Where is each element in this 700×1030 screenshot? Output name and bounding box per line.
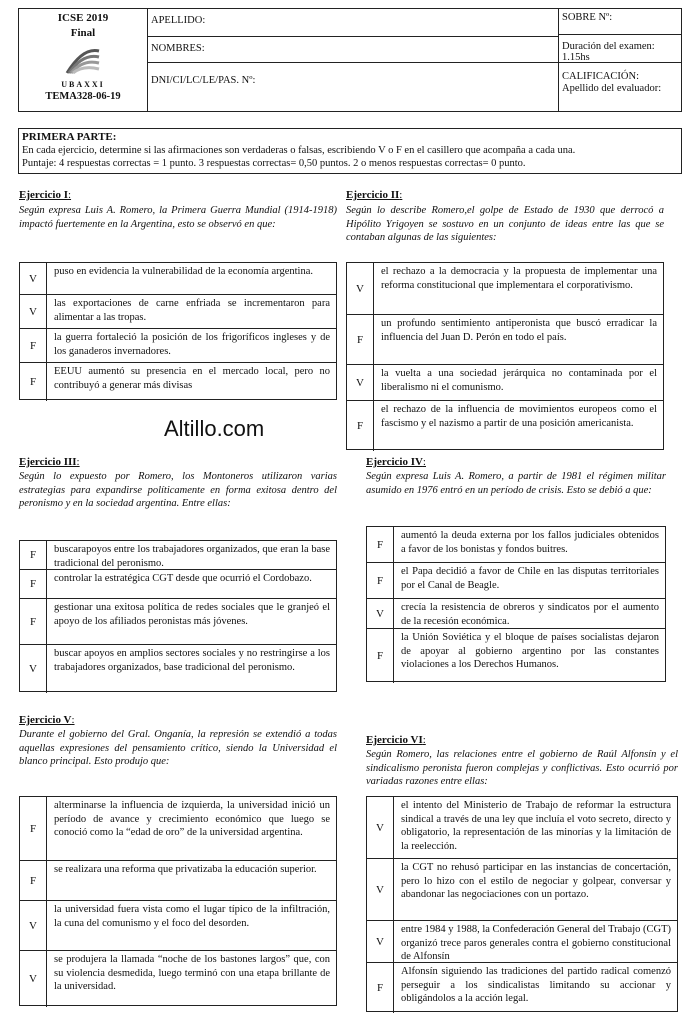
statement-text: Alfonsín siguiendo las tradiciones del partido radical comenzó perseguir a los sindicalistas limitando su accionar y obligándolos a la acción legal. (401, 966, 671, 1004)
table-row (20, 295, 336, 329)
answer-box[interactable]: F (367, 963, 394, 1013)
answer-box[interactable]: V (20, 645, 47, 693)
table-row (367, 629, 665, 683)
answer-box[interactable]: F (20, 363, 47, 401)
table-row (20, 329, 336, 363)
dni-field[interactable]: DNI/CI/LC/LE/PAS. Nº: (151, 75, 256, 86)
statement-text: se produjera la llamada “noche de los bastones largos” que, con su violencia desmedida, luego terminó con una etapa brillante de la universidad. (54, 954, 330, 992)
answer-box[interactable]: F (367, 527, 394, 562)
table-row (367, 527, 665, 563)
answer-box[interactable]: V (347, 365, 374, 400)
watermark: Altillo.com (164, 416, 265, 441)
evaluador-label: Apellido del evaluador: (562, 83, 662, 94)
table-row (367, 921, 677, 963)
statement-text: crecía la resistencia de obreros y sindicatos por el aumento de la recesión económica. (401, 602, 659, 627)
statement-text: la Unión Soviética y el bloque de países socialistas dejaron de apoyar al gobierno argentino por las constantes violaciones a los Derechos Humanos. (401, 632, 659, 670)
section-title: PRIMERA PARTE: (22, 131, 117, 143)
statement-text: alterminarse la influencia de izquierda, la universidad inició un período de avance y crecimiento económico que luego se conoció como la “edad de oro” de la universidad argentina. (54, 800, 330, 838)
calificacion-field[interactable] (558, 63, 681, 111)
exercise-question: Según expresa Luis A. Romero, la Primera Guerra Mundial (1914-1918) impactó fuertemente en la Argentina, esto se observó en que: (19, 205, 337, 230)
table-row (347, 315, 663, 365)
table-row (20, 797, 336, 861)
exercise-title: Ejercicio IV: (366, 456, 426, 468)
exercise-title: Ejercicio V: (19, 714, 75, 726)
table-row (20, 951, 336, 1007)
answer-box[interactable]: V (20, 901, 47, 950)
statement-text: EEUU aumentó su presencia en el mercado local, pero no contribuyó a generar más divisas (54, 366, 330, 391)
answer-box[interactable]: V (20, 951, 47, 1007)
answer-box[interactable]: V (20, 263, 47, 294)
statement-text: la guerra fortaleció la posición de los frigoríficos ingleses y de los ganaderos invernadores. (54, 332, 330, 357)
statement-text: gestionar una exitosa política de redes sociales que le granjeó el apoyo de los afiliados peronistas más jóvenes. (54, 602, 330, 627)
answer-table (19, 540, 337, 692)
table-row (367, 797, 677, 859)
statement-text: entre 1984 y 1988, la Confederación General del Trabajo (CGT) organizó trece paros generales contra el gobierno constitucional de Alfonsín (401, 924, 672, 962)
answer-box[interactable]: V (367, 797, 394, 858)
answer-table (366, 796, 678, 1012)
table-row (20, 363, 336, 401)
statement-text: se realizara una reforma que privatizaba la educación superior. (54, 864, 317, 875)
answer-box[interactable]: V (347, 263, 374, 314)
exercise-question: Durante el gobierno del Gral. Onganía, la represión se extendió a todas aquellas expresiones del pensamiento crítico, siendo la Universidad el blanco principal. Esto produjo que: (19, 729, 337, 767)
exercise-question: Según Romero, las relaciones entre el gobierno de Raúl Alfonsín y el sindicalismo peronista fueron complejas y conflictivas. Esto ocurrió por variadas razones entre ellas: (366, 749, 678, 787)
table-row (20, 645, 336, 693)
exam-type: Final (70, 27, 96, 39)
exercise-title: Ejercicio II: (346, 189, 403, 201)
answer-box[interactable]: F (20, 797, 47, 860)
statement-text: la CGT no rehusó participar en las instancias de concertación, pero lo hizo con el estilo de negociar y golpear, conversar y abandonar las negociaciones con un portazo. (401, 862, 671, 900)
statement-text: la universidad fuera vista como el lugar típico de la infiltración, la cuna del comunismo y el foco del desorden. (54, 904, 330, 929)
answer-table (19, 796, 337, 1006)
exercise-title: Ejercicio I: (19, 189, 72, 201)
institution-cell (19, 9, 148, 111)
answer-box[interactable]: F (347, 315, 374, 364)
calificacion-label: CALIFICACIÓN: (562, 71, 640, 82)
answer-box[interactable]: V (367, 859, 394, 920)
statement-text: la vuelta a una sociedad jerárquica no contaminada por el liberalismo ni el comunismo. (381, 368, 657, 393)
table-row (367, 599, 665, 629)
answer-box[interactable]: V (20, 295, 47, 328)
answer-box[interactable]: F (20, 570, 47, 598)
scoring-line: Puntaje: 4 respuestas correctas = 1 punto. 3 respuestas correctas= 0,50 puntos. 2 o menos respuestas correctas= 0 punto. (22, 158, 526, 169)
table-row (367, 859, 677, 921)
instructions-line: En cada ejercicio, determine si las afirmaciones son verdaderas o falsas, escribiendo V o F en el casillero que acompaña a cada una. (22, 145, 576, 156)
statement-text: puso en evidencia la vulnerabilidad de la economía argentina. (54, 266, 313, 277)
exercise-title: Ejercicio VI: (366, 734, 426, 746)
answer-box[interactable]: F (367, 629, 394, 683)
statement-text: buscarapoyos entre los trabajadores organizados, que eran la base tradicional del peronismo. (54, 544, 330, 569)
statement-text: el rechazo a la democracia y la propuesta de implementar una reforma constitucional que implementara el corporativismo. (381, 266, 657, 291)
exercise-question: Según lo describe Romero,el golpe de Estado de 1930 que derrocó a Hipólito Yrigoyen se sostuvo en un conjunto de ideas entre las que se contaban algunas de las siguientes: (346, 205, 664, 243)
statement-text: el Papa decidió a favor de Chile en las disputas territoriales por el Canal de Beagle. (401, 566, 659, 591)
answer-table (346, 262, 664, 450)
answer-box[interactable]: F (20, 599, 47, 644)
statement-text: aumentó la deuda externa por los fallos judiciales obtenidos a favor de los bonistas y fondos buitres. (401, 530, 659, 555)
table-row (20, 263, 336, 295)
exercise-question: Según lo expuesto por Romero, los Montoneros utilizaron varias estrategias para expandirse políticamente en forma exitosa dentro del peronismo y en la sociedad argentina. Entre ellas: (19, 471, 337, 509)
table-row (20, 861, 336, 901)
table-row (347, 401, 663, 451)
table-row (20, 599, 336, 645)
exercise-question: Según expresa Luis A. Romero, a partir de 1981 el régimen militar asumido en 1976 entró en un período de crisis. Esto se debió a que: (366, 471, 666, 496)
tema-code: TEMA328-06-19 (45, 91, 121, 102)
apellido-field[interactable]: APELLIDO: (147, 9, 558, 37)
statement-text: las exportaciones de carne enfriada se incrementaron para alimentar a las tropas. (54, 298, 330, 323)
answer-box[interactable]: F (20, 861, 47, 900)
uba-logo-icon (61, 43, 105, 79)
statement-text: controlar la estratégica CGT desde que ocurrió el Cordobazo. (54, 573, 312, 584)
student-info-cell (147, 9, 559, 111)
answer-box[interactable]: V (367, 921, 394, 962)
answer-box[interactable]: F (347, 401, 374, 451)
statement-text: un profundo sentimiento antiperonista que buscó erradicar la influencia del Juan D. Perón en todo el país. (381, 318, 657, 343)
school-name: ICSE 2019 (57, 12, 109, 24)
statement-text: el rechazo de la influencia de movimientos europeos como el fascismo y el nazismo a partir de una posición americanista. (381, 404, 657, 429)
exam-info-cell (558, 9, 681, 111)
answer-box[interactable]: V (367, 599, 394, 628)
table-row (20, 541, 336, 570)
statement-text: el intento del Ministerio de Trabajo de reformar la estructura sindical a través de una ley que incluía el voto secreto, directo y obligatorio, la representación de las minorías y la limitación de la reelección. (401, 800, 671, 852)
nombres-field[interactable]: NOMBRES: (147, 37, 558, 63)
table-row (347, 365, 663, 401)
answer-table (366, 526, 666, 682)
table-row (367, 963, 677, 1013)
table-row (20, 901, 336, 951)
logo-text: UBAXXI (61, 80, 105, 89)
header-table (18, 8, 682, 112)
table-row (367, 563, 665, 599)
answer-table (19, 262, 337, 400)
table-row (20, 570, 336, 599)
answer-box[interactable]: F (367, 563, 394, 598)
exercise-title: Ejercicio III: (19, 456, 80, 468)
statement-text: buscar apoyos en amplios sectores sociales y no restringirse a los trabajadores organizados, base tradicional del peronismo. (54, 648, 330, 673)
sobre-field[interactable]: SOBRE Nº: (558, 9, 681, 35)
instructions-box (18, 128, 682, 174)
table-row (347, 263, 663, 315)
duracion-text: Duración del examen: 1.15hs (558, 35, 681, 63)
answer-box[interactable]: F (20, 541, 47, 569)
answer-box[interactable]: F (20, 329, 47, 362)
